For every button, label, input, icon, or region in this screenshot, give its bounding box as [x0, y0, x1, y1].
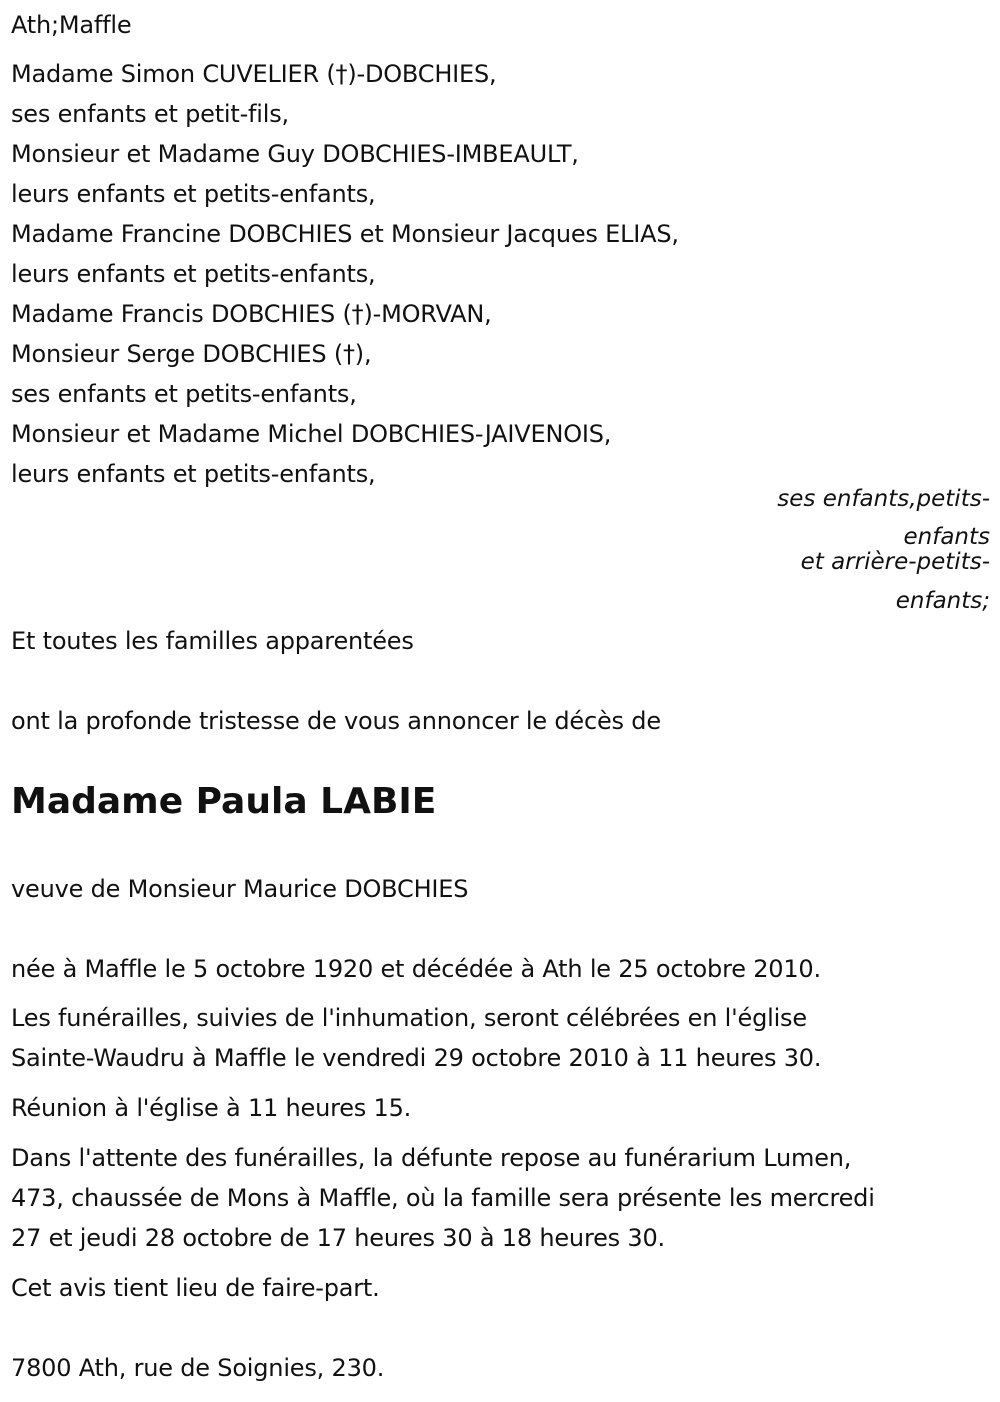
family-line: ses enfants et petit-fils,	[11, 100, 289, 128]
family-line: leurs enfants et petits-enfants,	[11, 460, 376, 488]
funeral-line: Sainte-Waudru à Maffle le vendredi 29 octobre 2010 à 11 heures 30.	[11, 1044, 822, 1072]
family-line: Madame Simon CUVELIER (†)-DOBCHIES,	[11, 60, 497, 88]
right-aligned-line: et arrière-petits-	[800, 549, 990, 575]
birth-death-line: née à Maffle le 5 octobre 1920 et décédée à Ath le 25 octobre 2010.	[11, 955, 821, 983]
rest-line: Dans l'attente des funérailles, la défunte repose au funérarium Lumen,	[11, 1144, 852, 1172]
family-line: Madame Francis DOBCHIES (†)-MORVAN,	[11, 300, 492, 328]
funeral-line: Les funérailles, suivies de l'inhumation, seront célébrées en l'église	[11, 1004, 807, 1032]
family-line: leurs enfants et petits-enfants,	[11, 180, 376, 208]
family-line: Madame Francine DOBCHIES et Monsieur Jacques ELIAS,	[11, 220, 679, 248]
rest-line: 473, chaussée de Mons à Maffle, où la famille sera présente les mercredi	[11, 1184, 875, 1212]
family-line: leurs enfants et petits-enfants,	[11, 260, 376, 288]
right-aligned-line: ses enfants,petits-	[777, 486, 990, 512]
right-aligned-line: enfants	[903, 524, 990, 550]
announcement-line: ont la profonde tristesse de vous annoncer le décès de	[11, 707, 661, 735]
families-line: Et toutes les familles apparentées	[11, 627, 414, 655]
family-line: ses enfants et petits-enfants,	[11, 380, 357, 408]
rest-line: 27 et jeudi 28 octobre de 17 heures 30 à 18 heures 30.	[11, 1224, 665, 1252]
widow-of-line: veuve de Monsieur Maurice DOBCHIES	[11, 875, 469, 903]
address-line: 7800 Ath, rue de Soignies, 230.	[11, 1354, 385, 1382]
family-line: Monsieur et Madame Guy DOBCHIES-IMBEAULT,	[11, 140, 579, 168]
notice-line: Cet avis tient lieu de faire-part.	[11, 1274, 380, 1302]
meeting-line: Réunion à l'église à 11 heures 15.	[11, 1094, 412, 1122]
location-header: Ath;Maffle	[11, 11, 132, 39]
right-aligned-line: enfants;	[895, 588, 990, 614]
family-line: Monsieur Serge DOBCHIES (†),	[11, 340, 372, 368]
family-line: Monsieur et Madame Michel DOBCHIES-JAIVENOIS,	[11, 420, 612, 448]
deceased-name: Madame Paula LABIE	[11, 781, 437, 822]
